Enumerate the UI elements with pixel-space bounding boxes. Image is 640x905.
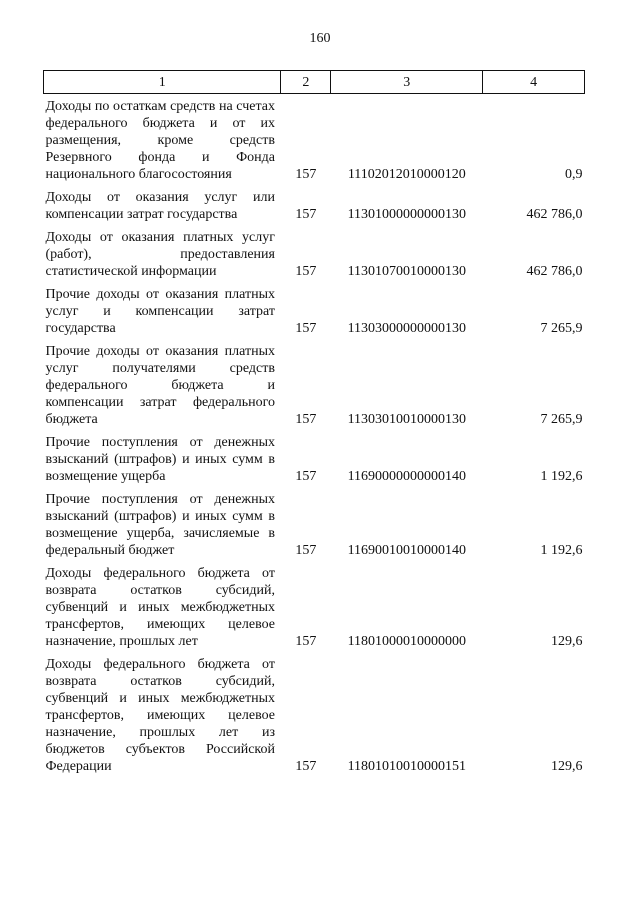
row-admin-code: 157 [295, 634, 317, 649]
row-description: Доходы по остаткам средств на счетах федерального бюджета и от их размещения, кроме средств Резервного фонда и Фонда национального благосостояния [45, 99, 275, 182]
row-budget-code: 11801000010000000 [347, 634, 467, 649]
row-description: Прочие доходы от оказания платных услуг получателями средств федерального бюджета и компенсации затрат федерального бюджета [45, 344, 275, 427]
table-row [44, 94, 585, 184]
column-number-header-row [44, 71, 585, 94]
row-budget-code: 11303010010000130 [347, 412, 467, 427]
table-row [44, 485, 585, 559]
page-number: 160 [309, 31, 331, 46]
table-row [44, 183, 585, 223]
row-amount: 129,6 [551, 759, 583, 774]
row-admin-code: 157 [295, 412, 317, 427]
row-amount: 462 786,0 [526, 264, 583, 279]
row-budget-code: 11690000000000140 [347, 469, 467, 484]
column-header-4: 4 [483, 71, 585, 94]
row-admin-code: 157 [295, 264, 317, 279]
row-amount: 7 265,9 [540, 412, 583, 427]
row-admin-code: 157 [295, 167, 317, 182]
row-amount: 1 192,6 [540, 543, 583, 558]
row-description: Прочие доходы от оказания платных услуг и компенсации затрат государства [45, 287, 275, 336]
row-description: Прочие поступления от денежных взысканий (штрафов) и иных сумм в возмещение ущерба [45, 435, 275, 484]
row-admin-code: 157 [295, 543, 317, 558]
budget-table [43, 70, 585, 775]
row-amount: 462 786,0 [526, 207, 583, 222]
row-admin-code: 157 [295, 321, 317, 336]
table-row [44, 428, 585, 485]
row-description: Доходы от оказания услуг или компенсации затрат государства [45, 190, 275, 222]
row-budget-code: 11301000000000130 [347, 207, 467, 222]
row-amount: 1 192,6 [540, 469, 583, 484]
table-row [44, 559, 585, 650]
row-description: Доходы федерального бюджета от возврата остатков субсидий, субвенций и иных межбюджетных трансфертов, имеющих целевое назначение, прошлых лет из бюджетов субъектов Российской Федерации [45, 657, 275, 774]
table-row [44, 280, 585, 337]
row-description: Доходы федерального бюджета от возврата остатков субсидий, субвенций и иных межбюджетных трансфертов, имеющих целевое назначение, прошлых лет [45, 566, 275, 649]
row-admin-code: 157 [295, 759, 317, 774]
row-description: Доходы от оказания платных услуг (работ), предоставления статистической информации [45, 230, 275, 279]
column-header-1: 1 [44, 71, 281, 94]
row-budget-code: 11801010010000151 [347, 759, 467, 774]
table-row [44, 650, 585, 775]
row-description: Прочие поступления от денежных взысканий (штрафов) и иных сумм в возмещение ущерба, зачисляемые в федеральный бюджет [45, 492, 275, 558]
row-admin-code: 157 [295, 469, 317, 484]
row-amount: 129,6 [551, 634, 583, 649]
column-header-3: 3 [331, 71, 483, 94]
row-budget-code: 11690010010000140 [347, 543, 467, 558]
row-budget-code: 11303000000000130 [347, 321, 467, 336]
table-row [44, 337, 585, 428]
row-budget-code: 11102012010000120 [347, 167, 466, 182]
row-budget-code: 11301070010000130 [347, 264, 467, 279]
row-admin-code: 157 [295, 207, 317, 222]
row-amount: 7 265,9 [540, 321, 583, 336]
column-header-2: 2 [281, 71, 331, 94]
row-amount: 0,9 [565, 167, 583, 182]
table-row [44, 223, 585, 280]
